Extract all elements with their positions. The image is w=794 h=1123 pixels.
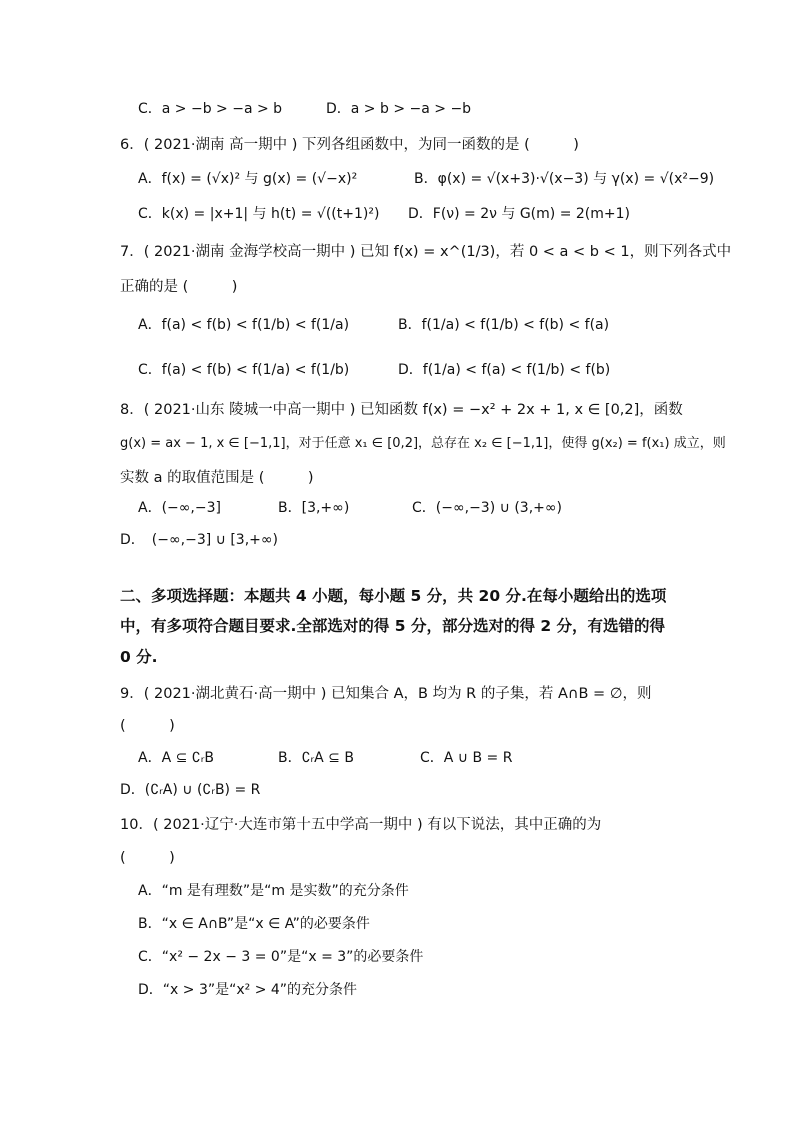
- q9-option-a: A．A ⊆ ∁ᵣB: [138, 750, 214, 766]
- q9-stem-line2: ( ): [120, 718, 175, 734]
- q8-stem-line2: g(x) = ax − 1, x ∈ [−1,1]，对于任意 x₁ ∈ [0,2]，总存在 x₂ ∈ [−1,1]，使得 g(x₂) = f(x₁) 成立，则: [120, 436, 726, 451]
- q10-option-c: C．“x² − 2x − 3 = 0”是“x = 3”的必要条件: [138, 949, 424, 965]
- q8-option-b: B．[3,+∞): [278, 500, 350, 516]
- q8-stem: 8．( 2021·山东 陵城一中高一期中 ) 已知函数 f(x) = −x² + 2x + 1, x ∈ [0,2]，函数: [120, 402, 683, 418]
- section-heading-line2: 中，有多项符合题目要求.全部选对的得 5 分，部分选对的得 2 分，有选错的得: [120, 617, 666, 635]
- q6-stem: 6．( 2021·湖南 高一期中 ) 下列各组函数中，为同一函数的是 ( ): [120, 137, 579, 153]
- q7-stem-line2: 正确的是 ( ): [120, 279, 238, 295]
- q7-option-d: D．f(1/a) < f(a) < f(1/b) < f(b): [398, 362, 611, 378]
- q5-option-c: C．a > −b > −a > b: [138, 101, 283, 117]
- q8-stem-line3: 实数 a 的取值范围是 ( ): [120, 470, 314, 486]
- q8-option-d: D． (−∞,−3] ∪ [3,+∞): [120, 532, 279, 548]
- q7-option-c: C．f(a) < f(b) < f(1/a) < f(1/b): [138, 362, 350, 378]
- q9-option-d: D．(∁ᵣA) ∪ (∁ᵣB) = R: [120, 782, 261, 798]
- q7-option-a: A．f(a) < f(b) < f(1/b) < f(1/a): [138, 317, 350, 333]
- q7-option-b: B．f(1/a) < f(1/b) < f(b) < f(a): [398, 317, 610, 333]
- q10-option-d: D．“x > 3”是“x² > 4”的充分条件: [138, 982, 358, 998]
- q9-option-c: C．A ∪ B = R: [420, 750, 513, 766]
- q10-option-a: A．“m 是有理数”是“m 是实数”的充分条件: [138, 883, 409, 899]
- q6-option-a: A．f(x) = (√x)² 与 g(x) = (√−x)²: [138, 171, 358, 187]
- q9-stem: 9．( 2021·湖北黄石·高一期中 ) 已知集合 A，B 均为 R 的子集，若 A∩B = ∅，则: [120, 686, 652, 702]
- q8-option-a: A．(−∞,−3]: [138, 500, 221, 516]
- section-heading-line3: 0 分.: [120, 648, 158, 666]
- q8-option-c: C．(−∞,−3) ∪ (3,+∞): [412, 500, 563, 516]
- q6-option-d: D．F(ν) = 2ν 与 G(m) = 2(m+1): [408, 206, 630, 222]
- q9-option-b: B．∁ᵣA ⊆ B: [278, 750, 354, 766]
- q5-option-d: D．a > b > −a > −b: [326, 101, 472, 117]
- q6-option-c: C．k(x) = |x+1| 与 h(t) = √((t+1)²): [138, 206, 380, 222]
- q10-stem: 10．( 2021·辽宁·大连市第十五中学高一期中 ) 有以下说法，其中正确的为: [120, 817, 602, 833]
- q10-stem-line2: ( ): [120, 850, 175, 866]
- q7-stem: 7．( 2021·湖南 金海学校高一期中 ) 已知 f(x) = x^(1/3)，若 0 < a < b < 1，则下列各式中: [120, 244, 732, 260]
- q10-option-b: B．“x ∈ A∩B”是“x ∈ A”的必要条件: [138, 916, 370, 932]
- q6-option-b: B．φ(x) = √(x+3)·√(x−3) 与 γ(x) = √(x²−9): [414, 171, 715, 187]
- section-heading-line1: 二、多项选择题：本题共 4 小题，每小题 5 分，共 20 分.在每小题给出的选项: [120, 587, 667, 605]
